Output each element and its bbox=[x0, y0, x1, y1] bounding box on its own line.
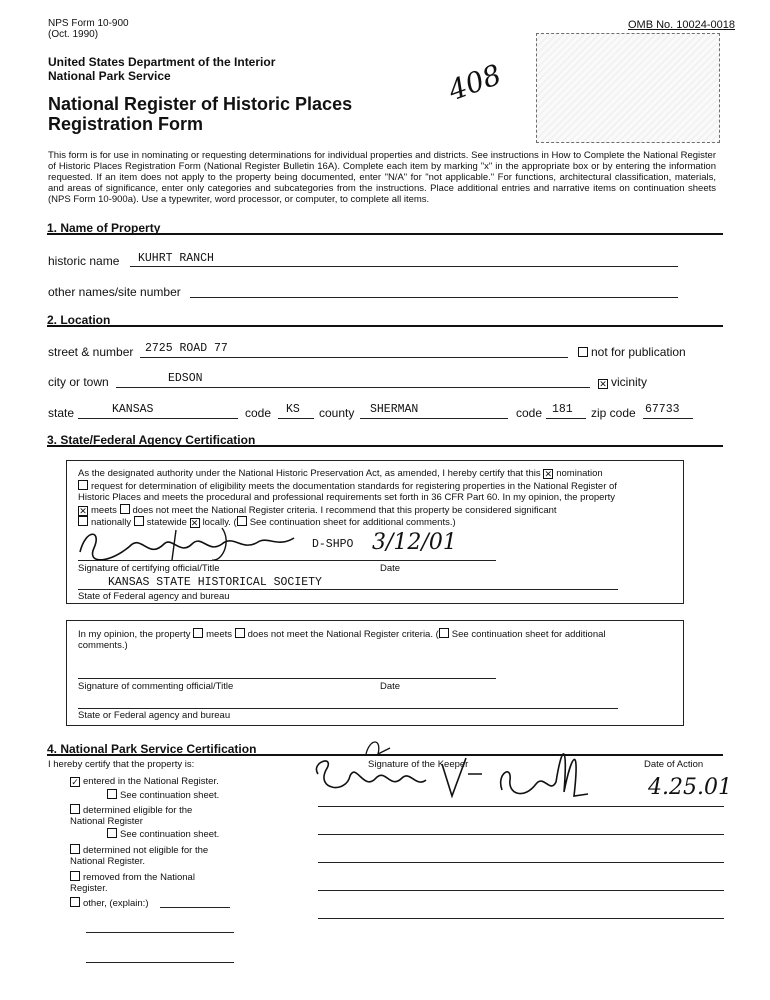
entered-continuation[interactable]: See continuation sheet. bbox=[107, 789, 219, 801]
state-label: state bbox=[48, 406, 75, 420]
state-field[interactable]: KANSAS bbox=[112, 403, 154, 416]
date-of-action-label: Date of Action bbox=[644, 759, 704, 770]
other-explain-line[interactable] bbox=[160, 907, 230, 908]
request-checkbox[interactable] bbox=[78, 480, 88, 490]
state-line bbox=[78, 418, 238, 419]
does-not-meet-checkbox[interactable] bbox=[120, 504, 130, 514]
other-names-field[interactable] bbox=[190, 297, 678, 298]
status-not-eligible[interactable]: determined not eligible for the National Register. bbox=[70, 845, 209, 867]
historic-name-label: historic name bbox=[48, 254, 120, 268]
status-removed[interactable]: removed from the National Register. bbox=[70, 872, 195, 894]
certifying-date: 3/12/01 bbox=[372, 530, 457, 555]
code-line bbox=[278, 418, 314, 419]
county-line bbox=[360, 418, 508, 419]
agency-field[interactable]: KANSAS STATE HISTORICAL SOCIETY bbox=[108, 576, 322, 589]
keeper-line-5[interactable] bbox=[318, 918, 724, 919]
commenting-signature-line[interactable] bbox=[78, 678, 496, 679]
department: United States Department of the Interior bbox=[48, 55, 276, 69]
section-4-heading: 4. National Park Service Certification bbox=[47, 740, 723, 756]
entered-cont-checkbox[interactable] bbox=[107, 789, 117, 799]
section-3-heading: 3. State/Federal Agency Certification bbox=[47, 431, 723, 447]
city-label: city or town bbox=[48, 375, 109, 389]
commenting-date-label: Date bbox=[380, 681, 401, 692]
cert-line-2: request for determination of eligibility meets the documentation standards for registering properties in the National Register of bbox=[78, 480, 617, 492]
keeper-line-2[interactable] bbox=[318, 834, 724, 835]
form-number: NPS Form 10-900 bbox=[48, 18, 129, 29]
section-2-heading: 2. Location bbox=[47, 311, 723, 327]
status-eligible[interactable]: determined eligible for the National Register bbox=[70, 805, 193, 827]
section-1-heading: 1. Name of Property bbox=[47, 219, 723, 235]
keeper-line-3[interactable] bbox=[318, 862, 724, 863]
signature-line bbox=[78, 560, 496, 561]
code-label: code bbox=[245, 406, 272, 420]
vicinity[interactable]: ✕ vicinity bbox=[599, 375, 648, 389]
city-field[interactable]: EDSON bbox=[168, 372, 203, 385]
code-field[interactable]: KS bbox=[286, 403, 300, 416]
op-not-meet-checkbox[interactable] bbox=[235, 628, 245, 638]
other-explain-line-3[interactable] bbox=[86, 962, 234, 963]
eligible-checkbox[interactable] bbox=[70, 804, 80, 814]
historic-name-field[interactable]: KUHRT RANCH bbox=[138, 252, 214, 265]
action-date: 4.25.01 bbox=[648, 775, 732, 800]
received-stamp bbox=[536, 33, 720, 143]
entered-checkbox[interactable]: ✓ bbox=[71, 777, 79, 787]
county-code-label: code bbox=[516, 406, 543, 420]
signature-label: Signature of certifying official/Title bbox=[78, 563, 220, 574]
handwritten-number: 408 bbox=[443, 57, 506, 108]
commenting-agency-line[interactable] bbox=[78, 708, 618, 709]
other-checkbox[interactable] bbox=[70, 897, 80, 907]
zip-label: zip code bbox=[591, 406, 636, 420]
form-title: National Register of Historic Places bbox=[48, 94, 353, 114]
zip-line bbox=[643, 418, 693, 419]
form-date: (Oct. 1990) bbox=[48, 29, 99, 40]
locally-checkbox[interactable]: ✕ bbox=[190, 518, 199, 528]
keeper-signature bbox=[306, 734, 596, 810]
city-line bbox=[116, 387, 590, 388]
county-code-field[interactable]: 181 bbox=[552, 403, 573, 416]
county-field[interactable]: SHERMAN bbox=[370, 403, 419, 416]
instructions: This form is for use in nominating or requesting determinations for individual properties and districts. See instructions in How to Complete the National Register of Historic Places Registration Form (National Register Bulletin 16A). Complete each item by marking "x" in the appropriate box or by entering the information requested. If an item does not apply to the property being documented, enter "N/A" for "not applicable." For functions, architectural classification, materials, and areas of significance, enter only categories and subcategories from the instructions. Place additional entries and narrative items on continuation sheets (NPS Form 10-900a). Use a typewriter, word processor, or computer, to complete all items. bbox=[48, 150, 716, 205]
county-label: county bbox=[319, 406, 355, 420]
certify-text: I hereby certify that the property is: bbox=[48, 759, 195, 770]
op-continuation-checkbox[interactable] bbox=[439, 628, 449, 638]
date-label: Date bbox=[380, 563, 401, 574]
keeper-line-4[interactable] bbox=[318, 890, 724, 891]
other-explain-line-2[interactable] bbox=[86, 932, 234, 933]
cert-line-4: ✕ meets does not meet the National Register criteria. I recommend that this property be considered significant bbox=[79, 505, 557, 516]
form-subtitle: Registration Form bbox=[48, 114, 204, 134]
commenting-signature-label: Signature of commenting official/Title bbox=[78, 681, 234, 692]
op-meets-checkbox[interactable] bbox=[193, 628, 203, 638]
opinion-line-2: comments.) bbox=[78, 640, 128, 651]
eligible-continuation[interactable]: See continuation sheet. bbox=[107, 828, 219, 840]
eligible-cont-checkbox[interactable] bbox=[107, 828, 117, 838]
zip-field[interactable]: 67733 bbox=[645, 403, 680, 416]
agency-label: State of Federal agency and bureau bbox=[78, 591, 230, 602]
commenting-agency-label: State or Federal agency and bureau bbox=[78, 710, 231, 721]
keeper-line-1[interactable] bbox=[318, 806, 724, 807]
omb-number: OMB No. 10024-0018 bbox=[628, 19, 736, 31]
meets-checkbox[interactable]: ✕ bbox=[79, 506, 87, 516]
cert-line-1: As the designated authority under the National Historic Preservation Act, as amended, I hereby certify that this ✕ nomination bbox=[78, 468, 603, 479]
removed-checkbox[interactable] bbox=[70, 871, 80, 881]
not-for-publication[interactable]: not for publication bbox=[578, 345, 686, 359]
street-field[interactable]: 2725 ROAD 77 bbox=[145, 342, 228, 355]
status-other[interactable]: other, (explain:) bbox=[70, 897, 148, 909]
nfp-checkbox[interactable] bbox=[578, 347, 588, 357]
street-line bbox=[140, 357, 568, 358]
street-label: street & number bbox=[48, 345, 134, 359]
cert-line-5: nationally statewide ✕ locally. ( See continuation sheet for additional comments.) bbox=[78, 516, 456, 528]
status-entered[interactable]: ✓ entered in the National Register. bbox=[71, 776, 219, 787]
other-names-label: other names/site number bbox=[48, 285, 181, 299]
vicinity-checkbox[interactable]: ✕ bbox=[599, 379, 607, 389]
keeper-label: Signature of the Keeper bbox=[368, 759, 469, 770]
certifying-title: D-SHPO bbox=[312, 538, 354, 551]
nomination-checkbox[interactable]: ✕ bbox=[544, 469, 552, 479]
opinion-line-1: In my opinion, the property meets does not meet the National Register criteria. ( See continuation sheet for additional bbox=[78, 629, 606, 640]
historic-name-line bbox=[130, 266, 678, 267]
not-eligible-checkbox[interactable] bbox=[70, 844, 80, 854]
service: National Park Service bbox=[48, 69, 171, 83]
agency-line bbox=[78, 589, 618, 590]
county-code-line bbox=[546, 418, 586, 419]
cert-line-3: Historic Places and meets the procedural and professional requirements set forth in 36 CFR Part 60. In my opinion, the property bbox=[78, 492, 616, 503]
